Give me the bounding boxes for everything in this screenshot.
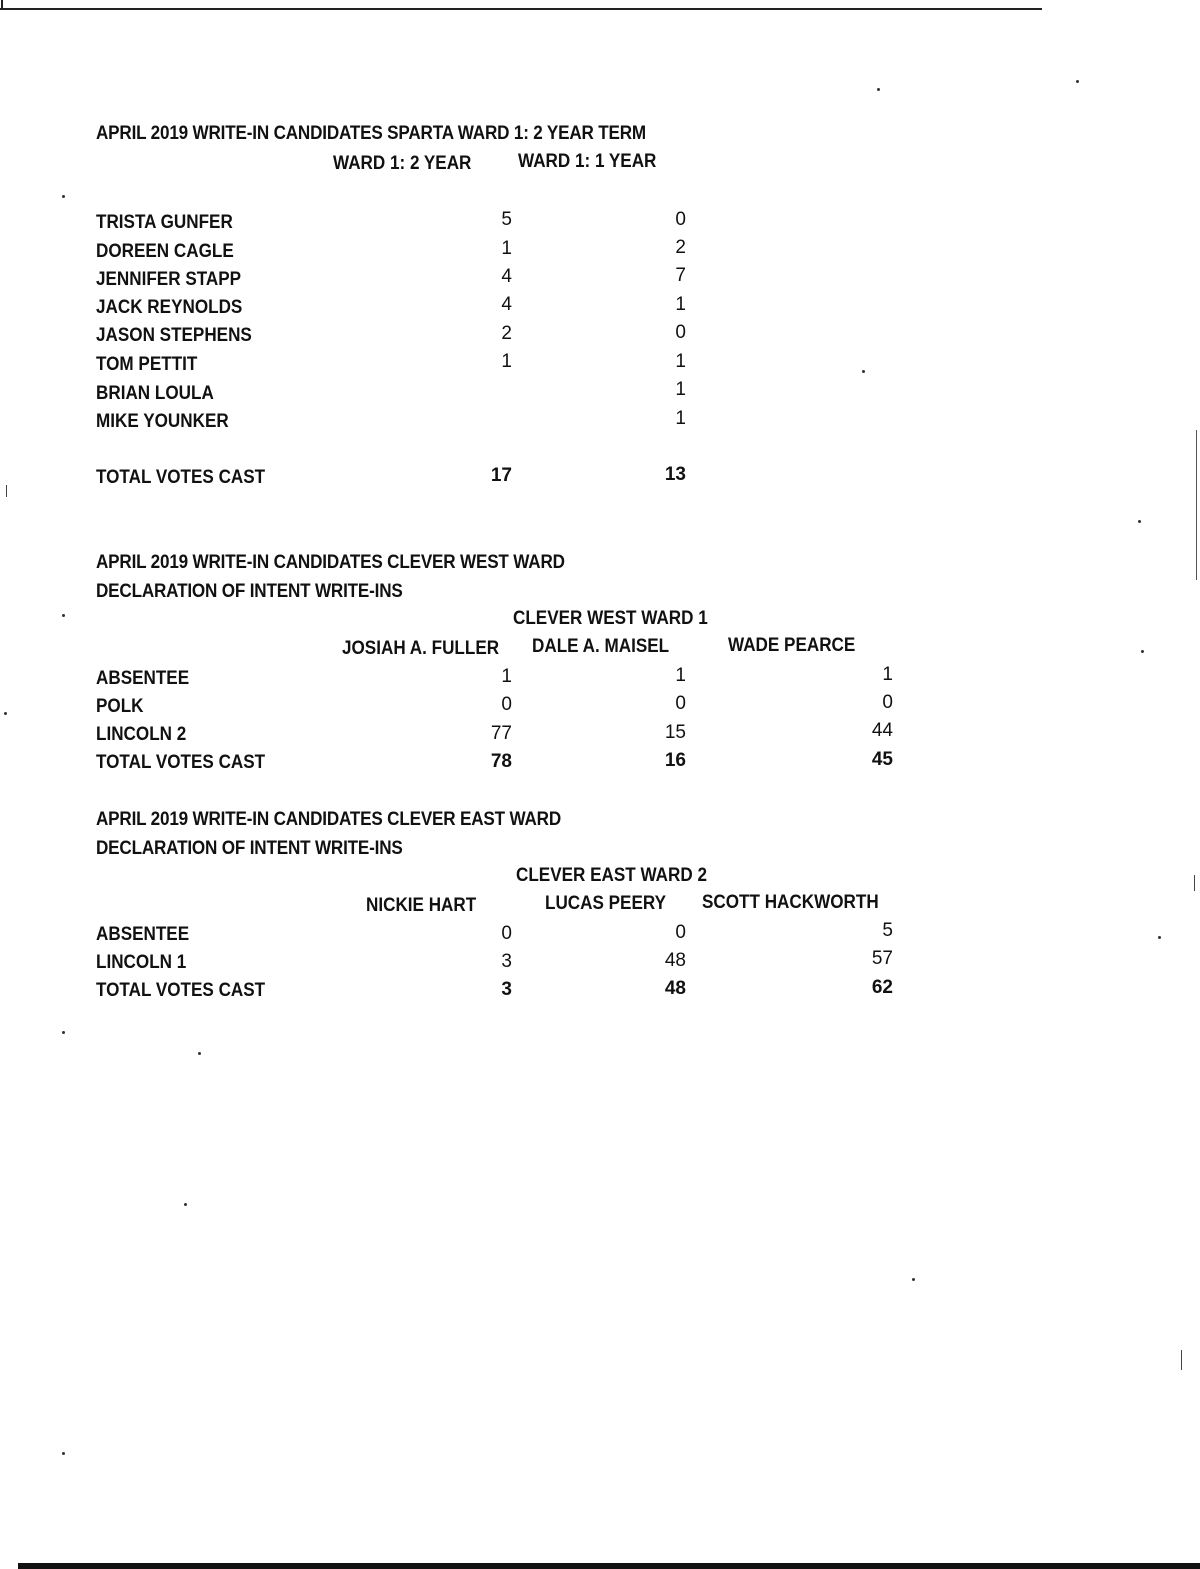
scan-speck [877,88,880,91]
clever-west-total-v2: 16 [664,750,686,771]
clever-east-total-v1: 3 [501,979,512,1000]
scan-border-top [0,8,1042,10]
sparta-row-v2: 2 [675,237,686,258]
clever-east-row-v2: 0 [675,922,686,943]
scan-speck [1158,936,1161,939]
scan-speck [4,712,7,715]
clever-west-col-maisel: DALE A. MAISEL [532,636,670,657]
sparta-row-v2: 1 [675,408,686,429]
scan-mark [1194,875,1195,891]
scan-speck [62,614,65,617]
sparta-row-name: DOREEN CAGLE [96,241,234,262]
sparta-row-v1: 1 [501,238,512,259]
sparta-row-v1: 2 [501,323,512,344]
sparta-row-v2: 1 [675,351,686,372]
sparta-row-v2: 0 [675,322,686,343]
scan-speck [1138,520,1141,523]
sparta-col-1year: WARD 1: 1 YEAR [518,151,657,172]
scan-border-bottom [18,1563,1200,1569]
clever-east-total-label: TOTAL VOTES CAST [96,980,266,1001]
scan-border-right [1196,430,1197,580]
clever-west-row-v2: 15 [664,722,686,743]
scan-speck [1076,80,1079,83]
clever-west-total-v3: 45 [871,749,893,770]
clever-west-row-v2: 1 [675,665,686,686]
clever-east-col-hart: NICKIE HART [366,895,477,916]
clever-west-row-name: ABSENTEE [96,668,190,689]
sparta-row-name: JACK REYNOLDS [96,297,243,318]
clever-west-row-v3: 0 [882,692,893,713]
clever-east-row-v3: 5 [882,920,893,941]
sparta-row-v1: 4 [501,266,512,287]
clever-west-col-fuller: JOSIAH A. FULLER [342,638,500,659]
clever-west-row-v1: 1 [501,666,512,687]
sparta-col-2year: WARD 1: 2 YEAR [333,153,472,174]
sparta-row-v1: 4 [501,294,512,315]
clever-east-row-v1: 0 [501,923,512,944]
clever-east-row-name: ABSENTEE [96,924,190,945]
sparta-row-name: BRIAN LOULA [96,383,214,404]
scan-mark [1181,1350,1182,1370]
sparta-row-v1: 5 [501,209,512,230]
sparta-total-label: TOTAL VOTES CAST [96,467,266,488]
clever-west-row-v3: 44 [871,720,893,741]
scan-mark [6,485,7,497]
sparta-row-name: JENNIFER STAPP [96,269,242,290]
sparta-row-name: MIKE YOUNKER [96,411,229,432]
clever-west-total-label: TOTAL VOTES CAST [96,752,266,773]
clever-east-row-v2: 48 [664,950,686,971]
clever-east-col-hackworth: SCOTT HACKWORTH [702,892,879,913]
clever-west-subtitle: DECLARATION OF INTENT WRITE-INS [96,581,403,602]
clever-west-row-name: POLK [96,696,144,717]
clever-east-row-name: LINCOLN 1 [96,952,187,973]
scan-border-left [1,0,3,10]
sparta-total-v1: 17 [490,465,512,486]
scan-speck [184,1203,187,1206]
sparta-row-v2: 7 [675,265,686,286]
sparta-row-name: JASON STEPHENS [96,325,252,346]
scan-speck [1141,650,1144,653]
clever-west-group-header: CLEVER WEST WARD 1 [513,608,708,629]
sparta-row-v2: 1 [675,294,686,315]
scan-speck [62,195,65,198]
sparta-row-v2: 0 [675,209,686,230]
scan-speck [198,1052,201,1055]
clever-east-col-peery: LUCAS PEERY [545,893,666,914]
sparta-total-v2: 13 [664,464,686,485]
clever-west-total-v1: 78 [490,751,512,772]
clever-east-total-v2: 48 [664,978,686,999]
sparta-row-v2: 1 [675,379,686,400]
clever-east-total-v3: 62 [871,977,893,998]
clever-east-group-header: CLEVER EAST WARD 2 [516,865,707,886]
scan-speck [62,1452,65,1455]
sparta-row-name: TRISTA GUNFER [96,212,233,233]
clever-east-row-v1: 3 [501,951,512,972]
clever-west-row-v1: 0 [501,694,512,715]
clever-west-col-pearce: WADE PEARCE [728,635,856,656]
sparta-title: APRIL 2019 WRITE-IN CANDIDATES SPARTA WARD 1: 2 YEAR TERM [96,123,646,144]
scan-speck [862,370,865,373]
clever-west-row-v2: 0 [675,693,686,714]
clever-west-row-v3: 1 [882,664,893,685]
scan-speck [912,1278,915,1281]
sparta-row-name: TOM PETTIT [96,354,198,375]
clever-east-row-v3: 57 [871,948,893,969]
scan-speck [62,1031,65,1034]
clever-east-title: APRIL 2019 WRITE-IN CANDIDATES CLEVER EAST WARD [96,809,562,830]
clever-west-row-v1: 77 [490,723,512,744]
clever-west-title: APRIL 2019 WRITE-IN CANDIDATES CLEVER WEST WARD [96,552,565,573]
clever-west-row-name: LINCOLN 2 [96,724,187,745]
sparta-row-v1: 1 [501,351,512,372]
clever-east-subtitle: DECLARATION OF INTENT WRITE-INS [96,838,403,859]
